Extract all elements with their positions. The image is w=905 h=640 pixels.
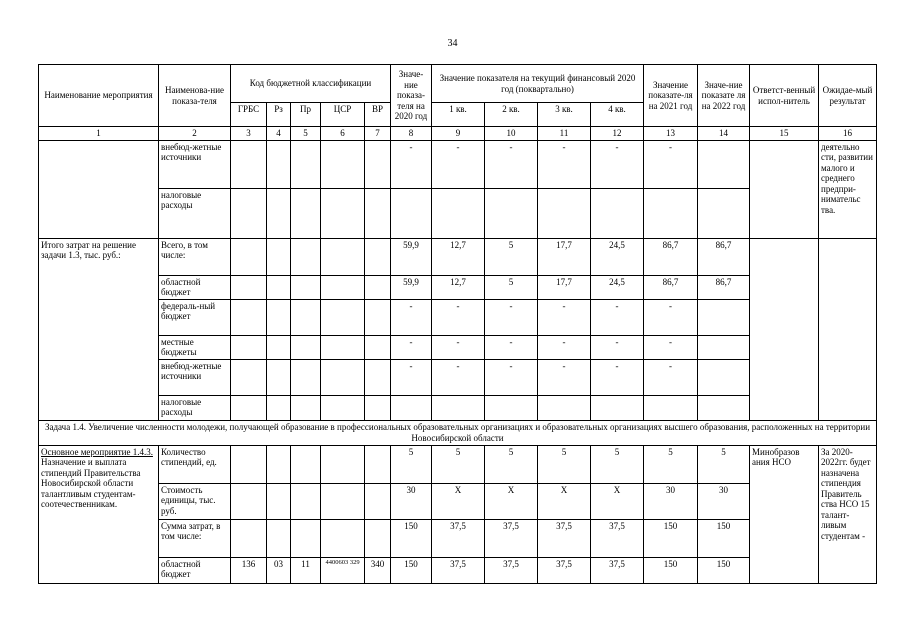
value-cell: 150 bbox=[391, 519, 432, 557]
task-title: Задача 1.4. Увеличение численности молодежи, получающей образование в профессиональных образовательных организациях и образовательных организациях высшего образования, расположенных на территории Новосибирской области bbox=[39, 420, 877, 445]
total-title: Итого затрат на решение задачи 1.3, тыс. руб.: bbox=[39, 238, 159, 420]
value-cell: - bbox=[391, 299, 432, 335]
column-numbers-row bbox=[39, 127, 877, 141]
value-cell: 150 bbox=[698, 519, 750, 557]
col-number: 13 bbox=[644, 127, 698, 141]
value-cell bbox=[698, 335, 750, 359]
header-budget-code: Код бюджетной классификации bbox=[231, 65, 391, 103]
value-cell: - bbox=[391, 359, 432, 395]
measure-description: Назначение и выплата стипендий Правительства Новосибирской области талантливым студентам-соотечественникам. bbox=[41, 457, 141, 509]
value-cell: 37,5 bbox=[432, 519, 485, 557]
header-result: Ожидае-мый результат bbox=[819, 65, 877, 127]
col-number: 7 bbox=[365, 127, 391, 141]
value-cell: 30 bbox=[644, 483, 698, 519]
col-number: 14 bbox=[698, 127, 750, 141]
indicator-label: Сумма затрат, в том числе: bbox=[159, 519, 231, 557]
value-cell: 24,5 bbox=[591, 275, 644, 299]
col-number: 10 bbox=[485, 127, 538, 141]
value-cell: - bbox=[432, 140, 485, 188]
value-cell: 59,9 bbox=[391, 275, 432, 299]
value-cell bbox=[698, 299, 750, 335]
executor-cell: Минобразов ания НСО bbox=[750, 445, 819, 583]
indicator-label: областной бюджет bbox=[159, 275, 231, 299]
budget-table bbox=[38, 64, 877, 584]
value-cell: - bbox=[391, 335, 432, 359]
value-cell: - bbox=[432, 335, 485, 359]
col-number: 2 bbox=[159, 127, 231, 141]
value-cell: 24,5 bbox=[591, 238, 644, 275]
value-cell: 12,7 bbox=[432, 275, 485, 299]
result-cell: За 2020-2022гг. будет назначена стипендия Правитель ства НСО 15 талант-ливым студентам - bbox=[819, 445, 877, 583]
measure-cell bbox=[39, 445, 159, 583]
value-cell: - bbox=[432, 359, 485, 395]
value-cell: - bbox=[485, 140, 538, 188]
header-value-2022: Значе-ние показате ля на 2022 год bbox=[698, 65, 750, 127]
executor-cell bbox=[750, 238, 819, 420]
value-cell: - bbox=[644, 335, 698, 359]
header-rz: Рз bbox=[267, 103, 291, 127]
value-cell: 5 bbox=[591, 445, 644, 483]
value-cell: 59,9 bbox=[391, 238, 432, 275]
value-cell: - bbox=[538, 335, 591, 359]
value-cell: - bbox=[644, 140, 698, 188]
value-cell: - bbox=[485, 335, 538, 359]
value-cell: 86,7 bbox=[698, 238, 750, 275]
value-cell: - bbox=[432, 299, 485, 335]
header-grbs: ГРБС bbox=[231, 103, 267, 127]
indicator-label: Стоимость единицы, тыс. руб. bbox=[159, 483, 231, 519]
header-value-2020: Значе-ние показа-теля на 2020 год bbox=[391, 65, 432, 127]
value-cell: - bbox=[538, 299, 591, 335]
value-cell: 37,5 bbox=[591, 519, 644, 557]
value-cell: - bbox=[591, 299, 644, 335]
measure-title: Основное мероприятие 1.4.3. bbox=[41, 446, 153, 457]
value-cell: 17,7 bbox=[538, 238, 591, 275]
value-cell: 5 bbox=[432, 445, 485, 483]
value-cell: 150 bbox=[698, 557, 750, 583]
header-quarterly: Значение показателя на текущий финансовый 2020 год (поквартально) bbox=[432, 65, 644, 103]
indicator-label: налоговые расходы bbox=[159, 395, 231, 420]
value-cell bbox=[698, 359, 750, 395]
table-row bbox=[39, 238, 877, 275]
executor-cell bbox=[750, 140, 819, 238]
col-number: 3 bbox=[231, 127, 267, 141]
value-cell: 5 bbox=[485, 445, 538, 483]
col-number: 16 bbox=[819, 127, 877, 141]
value-cell: 30 bbox=[391, 483, 432, 519]
col-number: 8 bbox=[391, 127, 432, 141]
value-cell: 150 bbox=[644, 557, 698, 583]
indicator-label: внебюд-жетные источники bbox=[159, 140, 231, 188]
kbk-pr: 11 bbox=[291, 557, 321, 583]
indicator-label: Количество стипендий, ед. bbox=[159, 445, 231, 483]
value-cell: - bbox=[485, 299, 538, 335]
value-cell: Х bbox=[538, 483, 591, 519]
value-cell: 86,7 bbox=[644, 275, 698, 299]
value-cell: 30 bbox=[698, 483, 750, 519]
value-cell: 37,5 bbox=[538, 557, 591, 583]
indicator-label: Всего, в том числе: bbox=[159, 238, 231, 275]
table-row bbox=[39, 445, 877, 483]
indicator-label: федераль-ный бюджет bbox=[159, 299, 231, 335]
col-number: 9 bbox=[432, 127, 485, 141]
indicator-label: налоговые расходы bbox=[159, 188, 231, 238]
value-cell: 12,7 bbox=[432, 238, 485, 275]
page-number: 34 bbox=[447, 38, 458, 49]
value-cell: - bbox=[591, 335, 644, 359]
value-cell: - bbox=[538, 140, 591, 188]
value-cell: - bbox=[644, 299, 698, 335]
header-q1: 1 кв. bbox=[432, 103, 485, 127]
header-executor: Ответст-венный испол-нитель bbox=[750, 65, 819, 127]
value-cell: - bbox=[591, 140, 644, 188]
col-number: 5 bbox=[291, 127, 321, 141]
kbk-csr: 4400603 329 bbox=[321, 557, 365, 583]
value-cell: Х bbox=[591, 483, 644, 519]
col-number: 11 bbox=[538, 127, 591, 141]
value-cell: - bbox=[591, 359, 644, 395]
value-cell: 150 bbox=[391, 557, 432, 583]
header-q4: 4 кв. bbox=[591, 103, 644, 127]
header-q3: 3 кв. bbox=[538, 103, 591, 127]
value-cell: 37,5 bbox=[485, 519, 538, 557]
task-row bbox=[39, 420, 877, 445]
kbk-rz: 03 bbox=[267, 557, 291, 583]
value-cell: 86,7 bbox=[644, 238, 698, 275]
col-number: 15 bbox=[750, 127, 819, 141]
col-number: 12 bbox=[591, 127, 644, 141]
kbk-vr: 340 bbox=[365, 557, 391, 583]
header-q2: 2 кв. bbox=[485, 103, 538, 127]
value-cell: Х bbox=[432, 483, 485, 519]
value-cell: - bbox=[644, 359, 698, 395]
header-value-2021: Значение показате-ля на 2021 год bbox=[644, 65, 698, 127]
header-measure: Наименование мероприятия bbox=[39, 65, 159, 127]
value-cell: 5 bbox=[485, 238, 538, 275]
col-number: 4 bbox=[267, 127, 291, 141]
indicator-label: внебюд-жетные источники bbox=[159, 359, 231, 395]
indicator-label: областной бюджет bbox=[159, 557, 231, 583]
value-cell: 5 bbox=[644, 445, 698, 483]
kbk-grbs: 136 bbox=[231, 557, 267, 583]
value-cell: 150 bbox=[644, 519, 698, 557]
value-cell: Х bbox=[485, 483, 538, 519]
value-cell: - bbox=[391, 140, 432, 188]
value-cell: 86,7 bbox=[698, 275, 750, 299]
value-cell: 5 bbox=[698, 445, 750, 483]
value-cell: 17,7 bbox=[538, 275, 591, 299]
value-cell: 37,5 bbox=[432, 557, 485, 583]
value-cell: - bbox=[485, 359, 538, 395]
header-csr: ЦСР bbox=[321, 103, 365, 127]
header-pr: Пр bbox=[291, 103, 321, 127]
measure-cell bbox=[39, 140, 159, 238]
header-vr: ВР bbox=[365, 103, 391, 127]
value-cell: 5 bbox=[538, 445, 591, 483]
value-cell bbox=[698, 140, 750, 188]
table-row bbox=[39, 140, 877, 188]
header-indicator: Наименова-ние показа-теля bbox=[159, 65, 231, 127]
col-number: 1 bbox=[39, 127, 159, 141]
value-cell: - bbox=[538, 359, 591, 395]
value-cell: 37,5 bbox=[538, 519, 591, 557]
value-cell: 37,5 bbox=[591, 557, 644, 583]
col-number: 6 bbox=[321, 127, 365, 141]
value-cell: 5 bbox=[391, 445, 432, 483]
result-cell bbox=[819, 238, 877, 420]
indicator-label: местные бюджеты bbox=[159, 335, 231, 359]
value-cell: 37,5 bbox=[485, 557, 538, 583]
value-cell: 5 bbox=[485, 275, 538, 299]
result-cell: деятельно сти, развитии малого и среднего предпри-нимательс тва. bbox=[819, 140, 877, 238]
